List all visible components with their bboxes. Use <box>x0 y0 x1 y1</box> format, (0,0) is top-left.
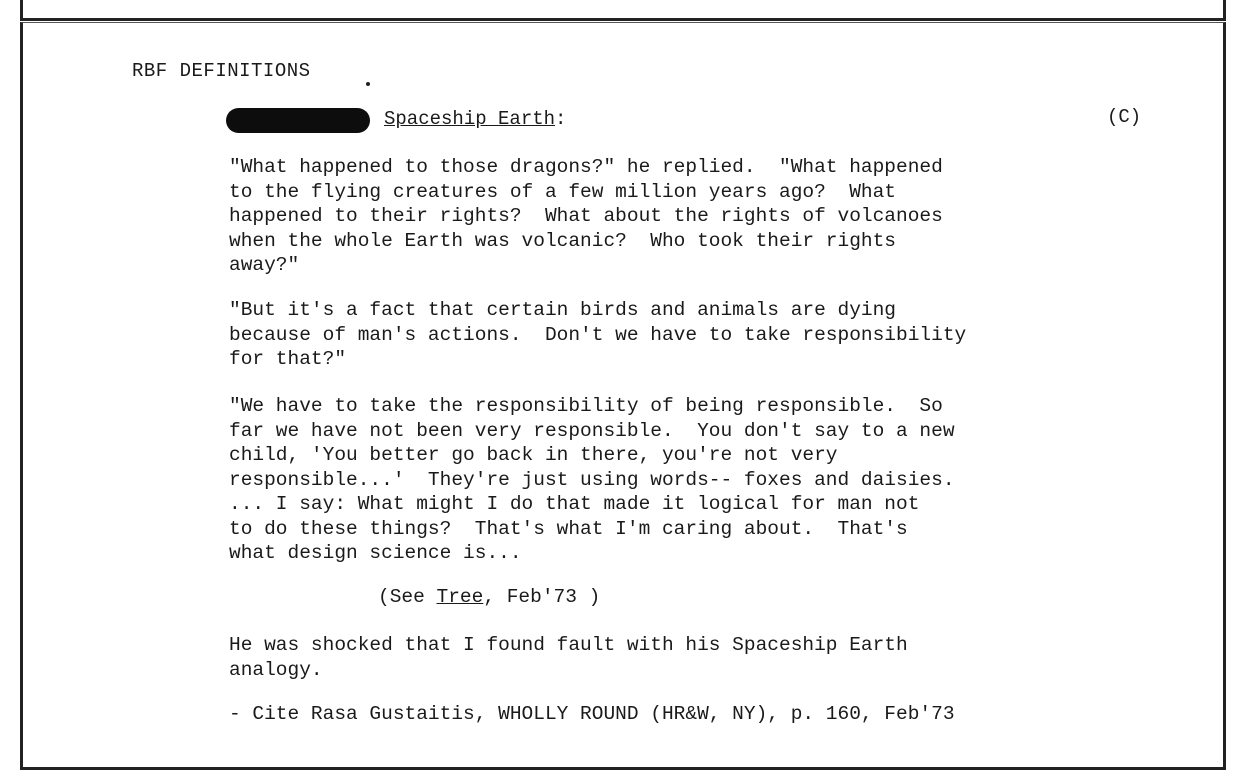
see-link-tree: Tree <box>436 586 484 608</box>
term-title: Spaceship Earth <box>384 108 556 130</box>
classification-code: (C) <box>1107 106 1142 128</box>
ink-dot <box>366 82 370 86</box>
previous-card-edge <box>20 0 1226 21</box>
quote-paragraph-2: "But it's a fact that certain birds and animals are dying because of man's actions. Don't we have to take responsibility for that?" <box>229 299 967 370</box>
card-header: RBF DEFINITIONS <box>132 60 311 82</box>
closing-paragraph: He was shocked that I found fault with his Spaceship Earth analogy. <box>229 634 908 681</box>
see-suffix: , Feb'73 ) <box>483 586 601 608</box>
term-colon: : <box>555 108 567 130</box>
citation-line: - Cite Rasa Gustaitis, WHOLLY ROUND (HR&W, NY), p. 160, Feb'73 <box>229 703 955 725</box>
see-prefix: (See <box>378 586 437 608</box>
quote-paragraph-1: "What happened to those dragons?" he replied. "What happened to the flying creatures of a few million years ago? What happened to their rights? What about the rights of volcanoes when the whole Earth was volcanic? Who took their rights away?" <box>229 156 943 276</box>
see-reference <box>378 586 600 608</box>
redaction-mark <box>226 108 370 133</box>
term-heading <box>384 108 566 130</box>
quote-paragraph-3: "We have to take the responsibility of being responsible. So far we have not been very responsible. You don't say to a new child, 'You better go back in there, you're not very responsible...' They're just using words-- foxes and daisies. ... I say: What might I do that made it logical for man not to do these things? That's what I'm caring about. That's what design science is... <box>229 395 955 564</box>
